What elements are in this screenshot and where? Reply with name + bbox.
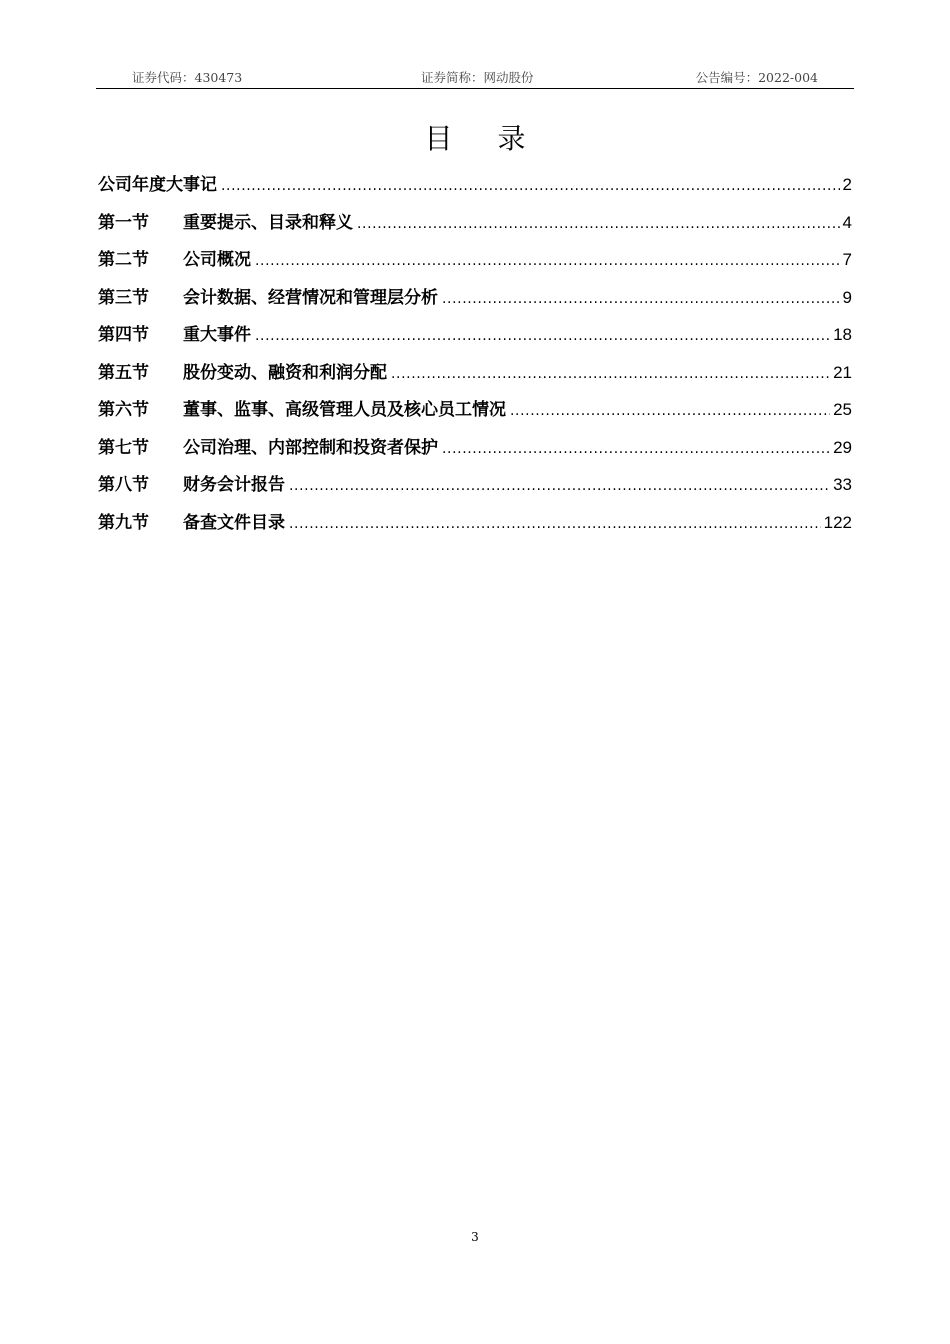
toc-section-number: 第五节 [98, 362, 149, 383]
toc-dot-leader [289, 471, 830, 501]
toc-entry-title: 重大事件 [183, 325, 251, 345]
toc-page-number: 9 [842, 287, 852, 307]
toc-entry-title: 股份变动、融资和利润分配 [183, 362, 387, 383]
toc-entry-title: 公司治理、内部控制和投资者保护 [183, 437, 438, 458]
toc-entry-title: 备查文件目录 [183, 512, 285, 533]
stock-code: 证券代码：430473 [132, 70, 243, 85]
toc-entry[interactable] [98, 245, 852, 283]
page-header [96, 64, 854, 88]
stock-abbreviation: 证券简称：网动股份 [421, 70, 534, 85]
toc-page-number: 7 [842, 250, 852, 269]
toc-dot-leader [510, 396, 830, 426]
toc-dot-leader [357, 209, 840, 239]
toc-section-number: 第八节 [98, 475, 149, 495]
toc-entry-title: 公司年度大事记 [98, 175, 217, 195]
toc-entry-title: 财务会计报告 [183, 475, 285, 495]
toc-page-number: 25 [833, 400, 852, 419]
toc-title: 目 录 [424, 122, 544, 155]
toc-entry[interactable] [98, 320, 852, 358]
toc-entry[interactable] [98, 283, 852, 321]
toc-section-number: 第九节 [98, 512, 149, 533]
toc-entry[interactable] [98, 470, 852, 508]
toc-section-number: 第七节 [98, 437, 149, 458]
toc-dot-leader [442, 434, 830, 464]
toc-section-number: 第二节 [98, 250, 149, 270]
toc-section-number: 第四节 [98, 325, 149, 345]
toc-page-number: 33 [833, 475, 852, 494]
toc-entry[interactable] [98, 170, 852, 208]
toc-entry[interactable] [98, 395, 852, 433]
header-divider [96, 88, 854, 89]
toc-page-number: 29 [833, 437, 852, 457]
page-number: 3 [471, 1230, 479, 1244]
toc-entry[interactable] [98, 433, 852, 471]
toc-entry-title: 会计数据、经营情况和管理层分析 [183, 287, 438, 308]
toc-entry-title: 公司概况 [183, 250, 251, 270]
toc-dot-leader [221, 171, 840, 201]
announcement-number: 公告编号：2022-004 [695, 70, 818, 85]
toc-entry-title: 重要提示、目录和释义 [183, 212, 353, 233]
toc-section-number: 第六节 [98, 400, 149, 420]
toc-section-number: 第三节 [98, 287, 149, 308]
toc-dot-leader [255, 321, 830, 351]
toc-page-number: 122 [823, 512, 852, 532]
toc-dot-leader [255, 246, 840, 276]
toc-entry[interactable] [98, 508, 852, 546]
toc-dot-leader [391, 359, 830, 389]
toc-dot-leader [442, 284, 840, 314]
toc-page-number: 2 [842, 175, 852, 194]
toc-page-number: 18 [833, 325, 852, 344]
toc-section-number: 第一节 [98, 212, 149, 233]
toc-entry[interactable] [98, 358, 852, 396]
table-of-contents [98, 170, 852, 545]
toc-page-number: 4 [842, 212, 852, 232]
toc-entry-title: 董事、监事、高级管理人员及核心员工情况 [183, 400, 506, 420]
toc-dot-leader [289, 509, 821, 539]
toc-page-number: 21 [833, 362, 852, 382]
toc-entry[interactable] [98, 208, 852, 246]
